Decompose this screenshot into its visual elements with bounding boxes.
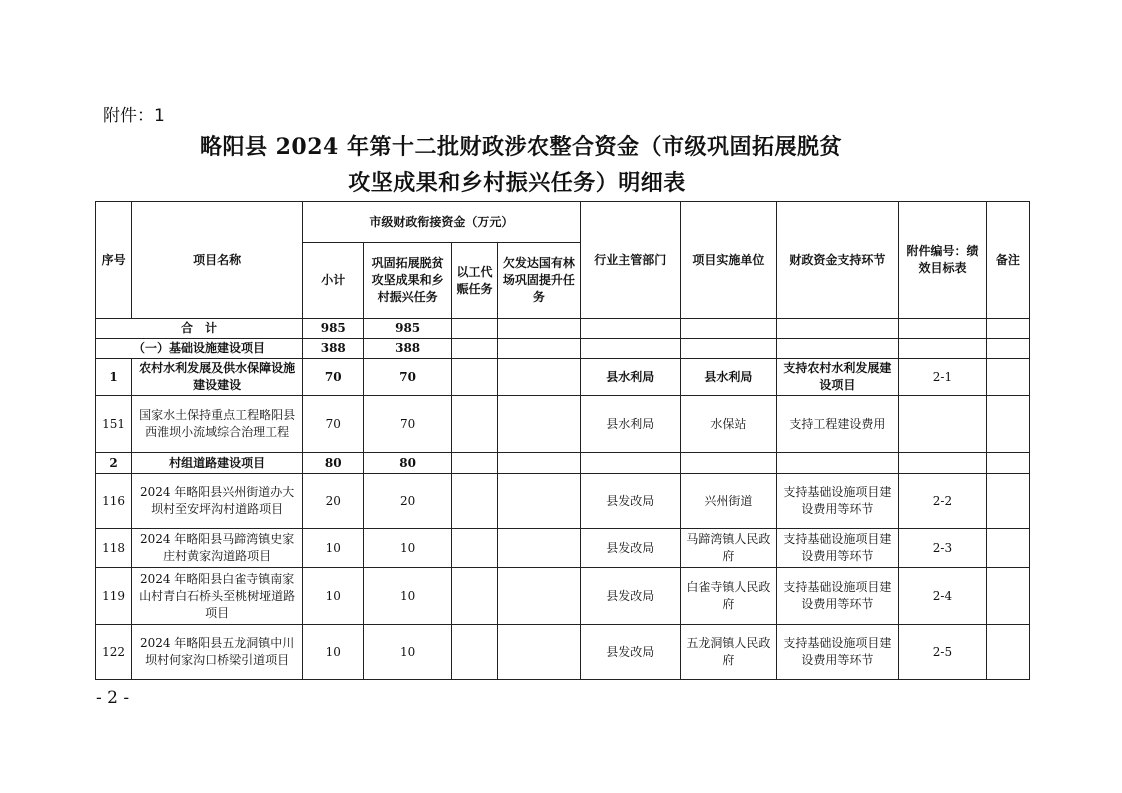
cell-work-relief <box>451 359 497 396</box>
header-consolidate: 巩固拓展脱贫攻坚成果和乡村振兴任务 <box>364 243 451 319</box>
cell-work-relief <box>451 453 497 474</box>
cell-work-relief <box>451 529 497 568</box>
cell-seq: 151 <box>96 396 132 453</box>
cell-subtotal: 70 <box>303 396 364 453</box>
cell-seq: 118 <box>96 529 132 568</box>
cell-impl: 兴州街道 <box>681 474 777 529</box>
table-row <box>96 359 1030 396</box>
cell-consolidate: 70 <box>364 359 451 396</box>
cell-remark <box>986 625 1029 680</box>
cell-consolidate: 10 <box>364 625 451 680</box>
table-row <box>96 568 1030 625</box>
cell-name: 村组道路建设项目 <box>132 453 303 474</box>
document-title-line-2: 攻坚成果和乡村振兴任务）明细表 <box>348 170 686 196</box>
cell-name: 2024 年略阳县五龙洞镇中川坝村何家沟口桥梁引道项目 <box>132 625 303 680</box>
cell-consolidate: 20 <box>364 474 451 529</box>
cell-attach-no: 2-2 <box>899 474 986 529</box>
cell-impl: 县水利局 <box>681 359 777 396</box>
table-row <box>96 396 1030 453</box>
cell-name: 2024 年略阳县兴州街道办大坝村至安坪沟村道路项目 <box>132 474 303 529</box>
header-row-1 <box>96 202 1030 243</box>
header-remark: 备注 <box>986 202 1029 319</box>
cell-consolidate: 70 <box>364 396 451 453</box>
header-seq: 序号 <box>96 202 132 319</box>
cell-dept: 县发改局 <box>580 529 681 568</box>
header-fund-group: 市级财政衔接资金（万元） <box>303 202 580 243</box>
total-label: 合 计 <box>96 319 303 339</box>
cell-impl: 白雀寺镇人民政府 <box>681 568 777 625</box>
header-attach-no: 附件编号：绩效目标表 <box>899 202 986 319</box>
header-subtotal: 小计 <box>303 243 364 319</box>
cell-subtotal: 10 <box>303 529 364 568</box>
cell-seq: 116 <box>96 474 132 529</box>
table-row <box>96 529 1030 568</box>
cell-work-relief <box>451 568 497 625</box>
category-subtotal: 388 <box>303 339 364 359</box>
header-impl-unit: 项目实施单位 <box>681 202 777 319</box>
cell-work-relief <box>451 474 497 529</box>
table-row <box>96 474 1030 529</box>
header-dept: 行业主管部门 <box>580 202 681 319</box>
cell-impl: 五龙洞镇人民政府 <box>681 625 777 680</box>
cell-attach-no: 2-3 <box>899 529 986 568</box>
category-label: （一）基础设施建设项目 <box>96 339 303 359</box>
fund-detail-table <box>95 201 1030 680</box>
cell-seq: 1 <box>96 359 132 396</box>
cell-subtotal: 70 <box>303 359 364 396</box>
attachment-label: 附件：1 <box>103 106 165 126</box>
cell-work-relief <box>451 396 497 453</box>
cell-impl: 马蹄湾镇人民政府 <box>681 529 777 568</box>
cell-support: 支持基础设施项目建设费用等环节 <box>776 474 899 529</box>
total-row <box>96 319 1030 339</box>
header-support: 财政资金支持环节 <box>776 202 899 319</box>
cell-dept: 县水利局 <box>580 359 681 396</box>
cell-remark <box>986 359 1029 396</box>
cell-support: 支持基础设施项目建设费用等环节 <box>776 529 899 568</box>
cell-consolidate: 10 <box>364 568 451 625</box>
cell-seq: 119 <box>96 568 132 625</box>
cell-name: 农村水利发展及供水保障设施建设建设 <box>132 359 303 396</box>
cell-subtotal: 20 <box>303 474 364 529</box>
cell-dept: 县发改局 <box>580 474 681 529</box>
cell-forest <box>498 359 580 396</box>
cell-remark <box>986 453 1029 474</box>
cell-attach-no: 2-1 <box>899 359 986 396</box>
cell-support: 支持农村水利发展建设项目 <box>776 359 899 396</box>
cell-forest <box>498 474 580 529</box>
cell-attach-no: 2-5 <box>899 625 986 680</box>
document-title-line-1: 略阳县 2024 年第十二批财政涉农整合资金（市级巩固拓展脱贫 <box>199 134 843 160</box>
cell-dept: 县发改局 <box>580 625 681 680</box>
cell-attach-no: 2-4 <box>899 568 986 625</box>
cell-consolidate: 80 <box>364 453 451 474</box>
cell-remark <box>986 474 1029 529</box>
cell-forest <box>498 453 580 474</box>
cell-dept: 县水利局 <box>580 396 681 453</box>
header-project-name: 项目名称 <box>132 202 303 319</box>
cell-seq: 2 <box>96 453 132 474</box>
cell-forest <box>498 625 580 680</box>
cell-remark <box>986 529 1029 568</box>
cell-forest <box>498 568 580 625</box>
cell-dept: 县发改局 <box>580 568 681 625</box>
cell-remark <box>986 396 1029 453</box>
category-consolidate: 388 <box>364 339 451 359</box>
cell-work-relief <box>451 625 497 680</box>
cell-seq: 122 <box>96 625 132 680</box>
cell-attach-no <box>899 453 986 474</box>
cell-subtotal: 80 <box>303 453 364 474</box>
cell-remark <box>986 568 1029 625</box>
cell-attach-no <box>899 396 986 453</box>
cell-forest <box>498 529 580 568</box>
cell-impl <box>681 453 777 474</box>
table-row <box>96 625 1030 680</box>
table-row <box>96 453 1030 474</box>
header-forest: 欠发达国有林场巩固提升任务 <box>498 243 580 319</box>
cell-dept <box>580 453 681 474</box>
header-work-relief: 以工代赈任务 <box>451 243 497 319</box>
cell-support: 支持基础设施项目建设费用等环节 <box>776 625 899 680</box>
page-number: - 2 - <box>96 688 130 708</box>
category-row <box>96 339 1030 359</box>
cell-support: 支持基础设施项目建设费用等环节 <box>776 568 899 625</box>
cell-subtotal: 10 <box>303 568 364 625</box>
cell-name: 国家水土保持重点工程略阳县西淮坝小流域综合治理工程 <box>132 396 303 453</box>
cell-support: 支持工程建设费用 <box>776 396 899 453</box>
cell-name: 2024 年略阳县白雀寺镇南家山村青白石桥头至桃树垭道路项目 <box>132 568 303 625</box>
total-subtotal: 985 <box>303 319 364 339</box>
total-consolidate: 985 <box>364 319 451 339</box>
cell-consolidate: 10 <box>364 529 451 568</box>
cell-name: 2024 年略阳县马蹄湾镇史家庄村黄家沟道路项目 <box>132 529 303 568</box>
cell-support <box>776 453 899 474</box>
cell-impl: 水保站 <box>681 396 777 453</box>
cell-subtotal: 10 <box>303 625 364 680</box>
cell-forest <box>498 396 580 453</box>
